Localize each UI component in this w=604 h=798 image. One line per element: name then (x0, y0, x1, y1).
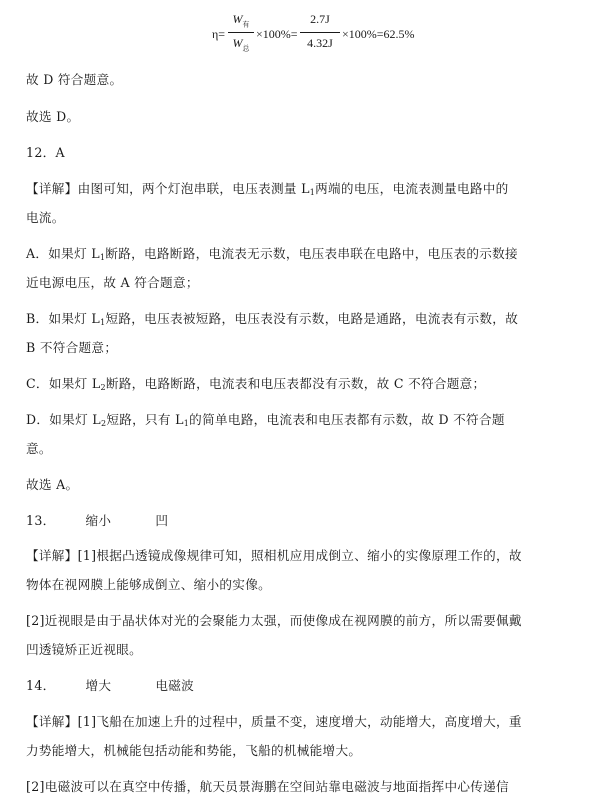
formula-denominator-1: $W_总$ (232, 36, 250, 53)
text-line: 【详解】[1]根据凸透镜成像规律可知，照相机应用成倒立、缩小的实像原理工作的，故 (26, 548, 522, 563)
text-line: B 不符合题意； (26, 340, 118, 355)
answer-2: 凹 (155, 513, 169, 528)
question-number: 14． 增大 电磁波 (26, 678, 195, 693)
text-line: 故选 A。 (26, 477, 79, 492)
formula-result: ×100%=62.5% (342, 27, 415, 41)
text-line: C．如果灯 $L_2$断路，电路断路，电流表和电压表都没有示数，故 C 不符合题意； (26, 376, 486, 392)
question-number: 12．A (26, 145, 65, 160)
text-line: 意。 (26, 441, 52, 456)
answer-1: 增大 (85, 678, 112, 693)
formula-numerator-1: $W_有$ (232, 12, 250, 29)
formula-numerator-2: 2.7J (310, 12, 330, 26)
answer-2: 电磁波 (155, 678, 195, 693)
text-line: 故选 D。 (26, 109, 80, 124)
fraction-bar-1 (228, 32, 254, 33)
text-line: 【详解】[1]飞船在加速上升的过程中，质量不变，速度增大，动能增大，高度增大，重 (26, 714, 522, 729)
text-line: [2]近视眼是由于晶状体对光的会聚能力太强，而使像成在视网膜的前方，所以需要佩戴 (26, 613, 522, 628)
formula-times-1: ×100%= (256, 27, 298, 41)
text-line: 故 D 符合题意。 (26, 72, 123, 87)
question-number: 13． 缩小 凹 (26, 513, 169, 528)
text-line: B．如果灯 $L_1$短路，电压表被短路，电压表没有示数，电路是通路，电流表有示数，故 (26, 311, 519, 327)
text-line: [2]电磁波可以在真空中传播，航天员景海鹏在空间站靠电磁波与地面指挥中心传递信 (26, 779, 509, 794)
text-line: 物体在视网膜上能够成倒立、缩小的实像。 (26, 577, 271, 592)
text-line: 电流。 (26, 210, 65, 225)
formula-eta: η= (212, 27, 226, 41)
text-line: 【详解】由图可知，两个灯泡串联，电压表测量 $L_1$两端的电压，电流表测量电路中的 (26, 181, 509, 197)
formula-denominator-2: 4.32J (307, 36, 333, 50)
text-line: D．如果灯 $L_2$短路，只有 $L_1$的简单电路，电流表和电压表都有示数，故 D 不符合题 (26, 412, 505, 428)
fraction-bar-2 (300, 32, 340, 33)
text-line: 力势能增大，机械能包括动能和势能，飞船的机械能增大。 (26, 743, 362, 758)
answer-1: 缩小 (85, 513, 112, 528)
efficiency-formula (0, 10, 604, 62)
text-line: A．如果灯 $L_1$断路，电路断路，电流表无示数，电压表串联在电路中，电压表的示数接 (26, 246, 518, 262)
text-line: 凹透镜矫正近视眼。 (26, 642, 143, 657)
text-line: 近电源电压，故 A 符合题意； (26, 275, 199, 290)
